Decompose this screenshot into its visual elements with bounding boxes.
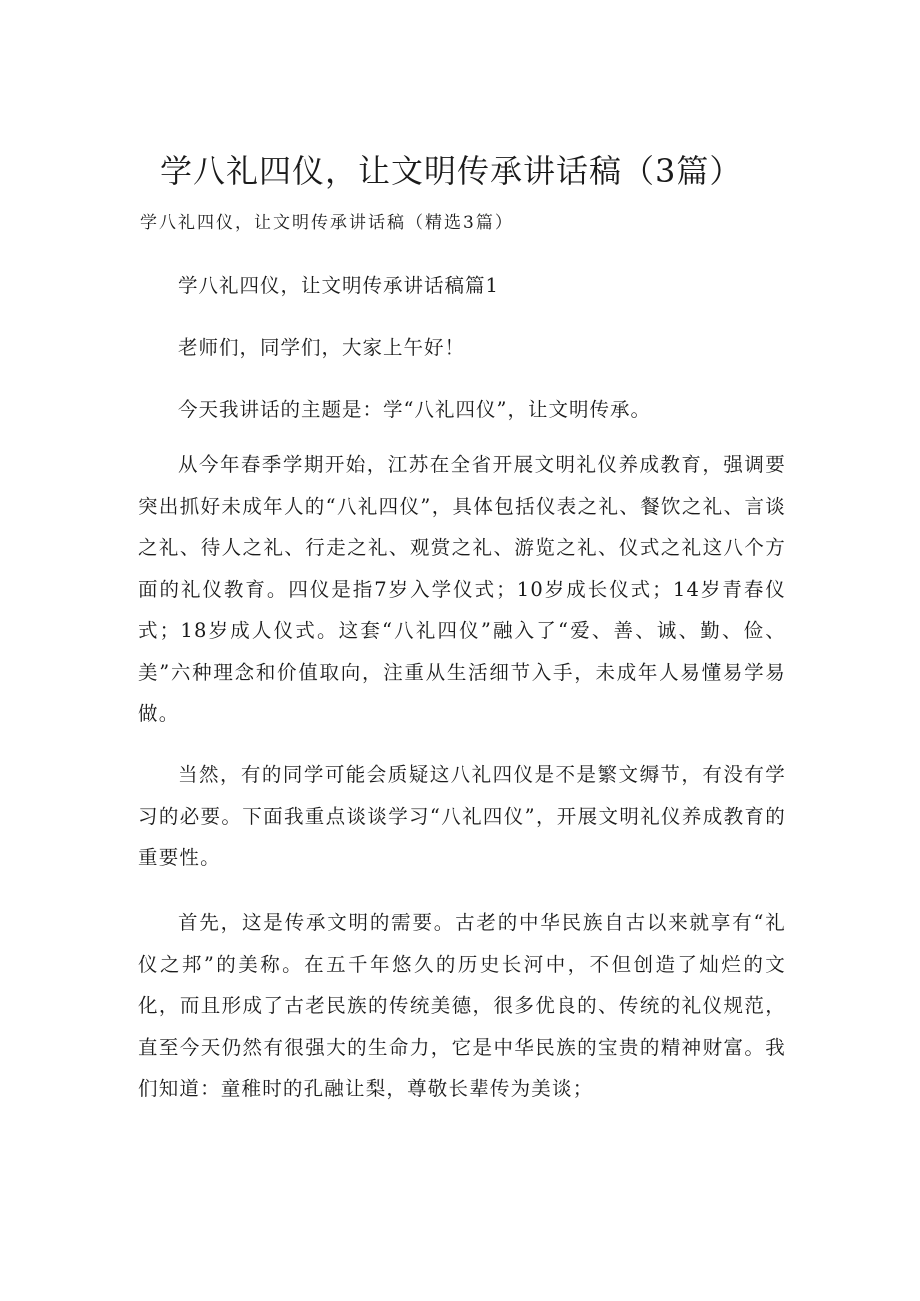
document-subtitle: 学八礼四仪，让文明传承讲话稿（精选3篇） [140, 213, 514, 233]
body-paragraph: 当然，有的同学可能会质疑这八礼四仪是不是繁文缛节，有没有学习的必要。下面我重点谈谈学习“八礼四仪”，开展文明礼仪养成教育的重要性。 [138, 763, 786, 869]
body-paragraph: 首先，这是传承文明的需要。古老的中华民族自古以来就享有“礼仪之邦”的美称。在五千年悠久的历史长河中，不但创造了灿烂的文化，而且形成了古老民族的传统美德，很多优良的、传统的礼仪规范，直至今天仍然有很强大的生命力，它是中华民族的宝贵的精神财富。我们知道：童稚时的孔融让梨，尊敬长辈传为美谈； [138, 911, 786, 1100]
document-title: 学八礼四仪，让文明传承讲话稿（3篇） [160, 152, 743, 190]
section-heading: 学八礼四仪，让文明传承讲话稿篇1 [178, 274, 499, 297]
body-paragraph: 从今年春季学期开始，江苏在全省开展文明礼仪养成教育，强调要突出抓好未成年人的“八礼四仪”，具体包括仪表之礼、餐饮之礼、言谈之礼、待人之礼、行走之礼、观赏之礼、游览之礼、仪式之礼这八个方面的礼仪教育。四仪是指7岁入学仪式；10岁成长仪式；14岁青春仪式；18岁成人仪式。这套“八礼四仪”融入了“爱、善、诚、勤、俭、美”六种理念和价值取向，注重从生活细节入手，未成年人易懂易学易做。 [138, 453, 786, 725]
topic-line: 今天我讲话的主题是：学“八礼四仪”，让文明传承。 [178, 398, 651, 421]
greeting-line: 老师们，同学们，大家上午好！ [178, 336, 466, 359]
